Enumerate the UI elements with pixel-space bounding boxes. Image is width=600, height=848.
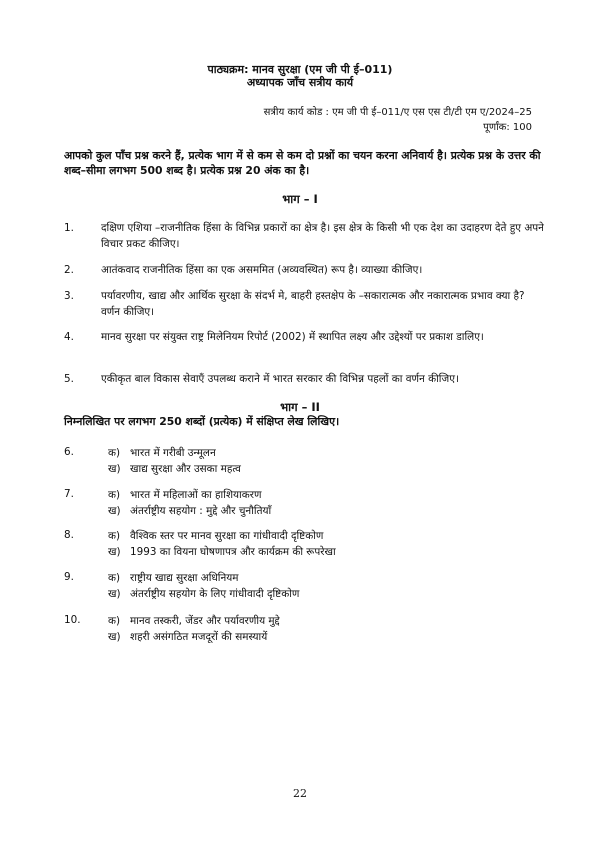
question-8 bbox=[64, 529, 544, 561]
question-number: 1. bbox=[64, 222, 74, 234]
question-number: 8. bbox=[64, 529, 74, 541]
sub-question: मानव तस्करी, जेंडर और पर्यावरणीय मुद्दे bbox=[130, 615, 280, 627]
sub-label: क) bbox=[108, 530, 121, 542]
assignment-code: सत्रीय कार्य कोड : एम जी पी ई–011/ए एस एस टी/टी एम ए/2024–25 bbox=[263, 107, 532, 118]
question-5 bbox=[64, 371, 544, 387]
assignment-title: अध्यापक जाँच सत्रीय कार्य bbox=[246, 76, 354, 89]
sub-question: शहरी असंगठित मजदूरों की समस्यायें bbox=[130, 631, 268, 643]
question-number: 6. bbox=[64, 446, 74, 458]
question-text: एकीकृत बाल विकास सेवाएँ उपलब्ध कराने में भारत सरकार की विभिन्न पहलों का वर्णन कीजिए। bbox=[101, 373, 459, 385]
question-text: आतंकवाद राजनीतिक हिंसा का एक असममित (अव्यवस्थित) रूप है। व्याख्या कीजिए। bbox=[101, 264, 423, 276]
question-text: पर्यावरणीय, खाद्य और आर्थिक सुरक्षा के संदर्भ मे, बाहरी हस्तक्षेप के –सकारात्मक और नकारात्मक प्रभाव क्या है? वर्णन कीजिए। bbox=[101, 290, 525, 318]
sub-question: भारत में गरीबी उन्मूलन bbox=[130, 447, 216, 459]
question-number: 2. bbox=[64, 264, 74, 276]
part-1-heading: भाग – I bbox=[282, 192, 318, 206]
course-title: पाठ्यक्रम: मानव सुरक्षा (एम जी पी ई–011) bbox=[207, 63, 393, 76]
part-2-heading: भाग – II bbox=[280, 400, 320, 414]
sub-label: क) bbox=[108, 572, 121, 584]
sub-question: वैश्विक स्तर पर मानव सुरक्षा का गांधीवादी दृष्टिकोण bbox=[130, 530, 324, 542]
question-text: मानव सुरक्षा पर संयुक्त राष्ट्र मिलेनियम रिपोर्ट (2002) में स्थापित लक्ष्य और उद्देश्यों पर प्रकाश डालिए। bbox=[101, 331, 484, 343]
sub-label: क) bbox=[108, 615, 121, 627]
question-number: 10. bbox=[64, 614, 81, 626]
sub-label: ख) bbox=[108, 505, 121, 517]
question-number: 4. bbox=[64, 331, 74, 343]
sub-question: राष्ट्रीय खाद्य सुरक्षा अधिनियम bbox=[130, 572, 239, 584]
sub-label: ख) bbox=[108, 463, 121, 475]
question-number: 5. bbox=[64, 373, 74, 385]
question-7 bbox=[64, 488, 544, 520]
part-2-instruction: निम्नलिखित पर लगभग 250 शब्दों (प्रत्येक) में संक्षिप्त लेख लिखिए। bbox=[64, 415, 340, 428]
question-number: 3. bbox=[64, 290, 74, 302]
question-number: 9. bbox=[64, 571, 74, 583]
general-instructions: आपको कुल पाँच प्रश्न करने हैं, प्रत्येक भाग में से कम से कम दो प्रश्नों का चयन करना अनिवार्य है। प्रत्येक प्रश्न के उत्तर की शब्द–सीमा लगभग 500 शब्द है। प्रत्येक प्रश्न 20 अंक का है। bbox=[64, 149, 541, 177]
sub-label: ख) bbox=[108, 631, 121, 643]
page-number: 22 bbox=[293, 787, 307, 800]
sub-question: 1993 का वियना घोषणापत्र और कार्यक्रम की रूपरेखा bbox=[130, 546, 336, 558]
sub-question: खाद्य सुरक्षा और उसका महत्व bbox=[130, 463, 241, 475]
sub-question: भारत में महिलाओं का हाशियाकरण bbox=[130, 489, 262, 501]
question-9 bbox=[64, 571, 544, 603]
question-text: दक्षिण एशिया –राजनीतिक हिंसा के विभिन्न प्रकारों का क्षेत्र है। इस क्षेत्र के किसी भी एक देश का उदाहरण देते हुए अपने विचार प्रकट कीजिए। bbox=[101, 222, 544, 250]
sub-label: ख) bbox=[108, 546, 121, 558]
question-10 bbox=[64, 614, 544, 646]
sub-question: अंतर्राष्ट्रीय सहयोग : मुद्दे और चुनौतियाँ bbox=[130, 505, 272, 517]
question-number: 7. bbox=[64, 488, 74, 500]
question-1 bbox=[64, 220, 544, 252]
sub-label: ख) bbox=[108, 588, 121, 600]
sub-label: क) bbox=[108, 489, 121, 501]
sub-question: अंतर्राष्ट्रीय सहयोग के लिए गांधीवादी दृष्टिकोण bbox=[130, 588, 300, 600]
sub-label: क) bbox=[108, 447, 121, 459]
question-3 bbox=[64, 288, 544, 320]
max-marks: पूर्णांक: 100 bbox=[483, 122, 532, 133]
question-2 bbox=[64, 262, 544, 278]
question-6 bbox=[64, 446, 544, 478]
question-4 bbox=[64, 329, 544, 345]
